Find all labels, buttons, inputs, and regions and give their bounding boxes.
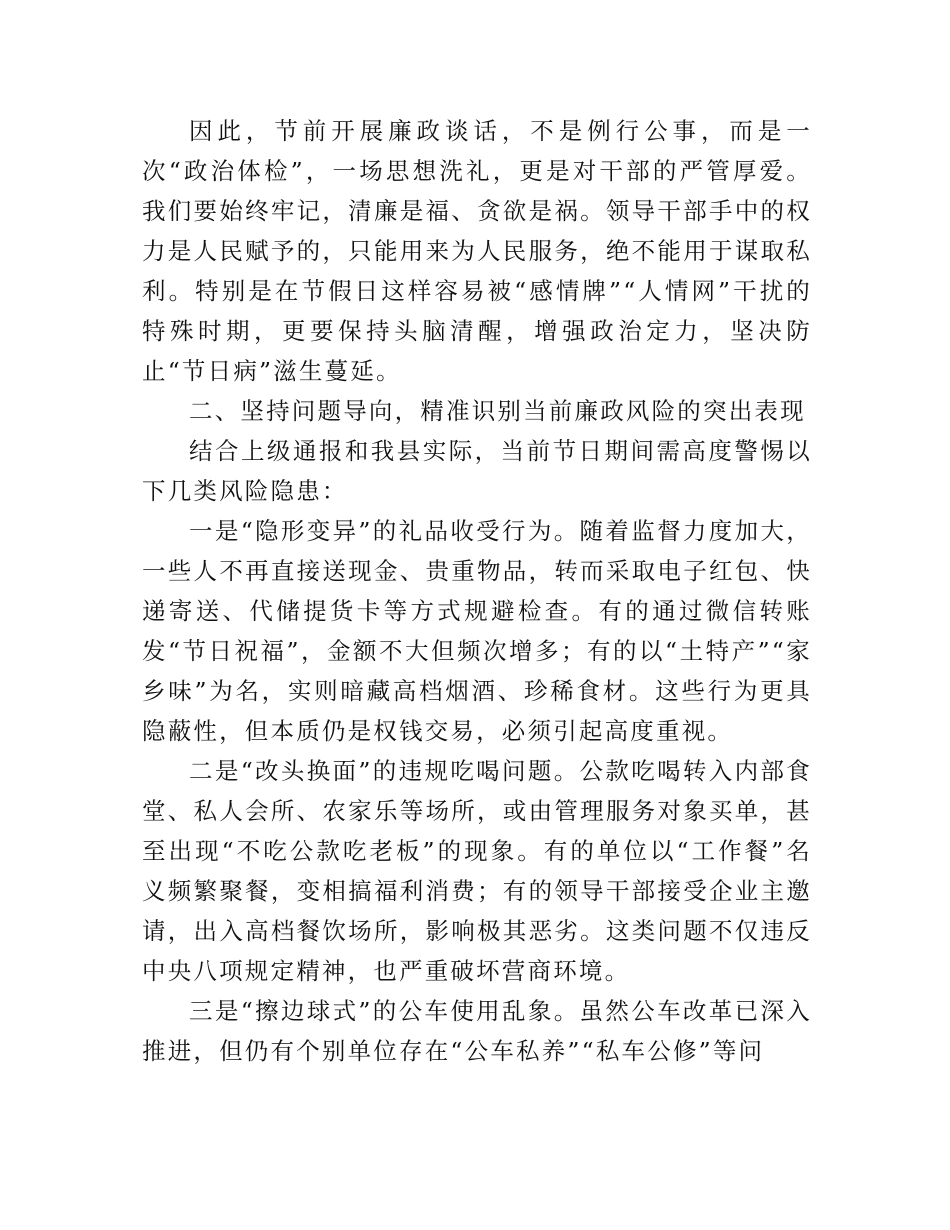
paragraph-risk-dining: 二是“改头换面”的违规吃喝问题。公款吃喝转入内部食堂、私人会所、农家乐等场所，或由管理服务对象买单，甚至出现“不吃公款吃老板”的现象。有的单位以“工作餐”名义频繁聚餐，变相搞福利消费；有的领导干部接受企业主邀请，出入高档餐饮场所，影响极其恶劣。这类问题不仅违反中央八项规定精神，也严重破坏营商环境。: [142, 757, 812, 985]
document-page: [142, 111, 812, 1071]
paragraph-risk-gifts: 一是“隐形变异”的礼品收受行为。随着监督力度加大，一些人不再直接送现金、贵重物品，转而采取电子红包、快递寄送、代储提货卡等方式规避检查。有的通过微信转账发“节日祝福”，金额不大但频次增多；有的以“土特产”“家乡味”为名，实则暗藏高档烟酒、珍稀食材。这些行为更具隐蔽性，但本质仍是权钱交易，必须引起高度重视。: [142, 517, 812, 745]
paragraph-risk-vehicles: 三是“擦边球式”的公车使用乱象。虽然公车改革已深入推进，但仍有个别单位存在“公车私养”“私车公修”等问: [142, 997, 812, 1065]
paragraph-risk-intro: 结合上级通报和我县实际，当前节日期间需高度警惕以下几类风险隐患：: [142, 437, 812, 505]
paragraph-political-checkup: 因此，节前开展廉政谈话，不是例行公事，而是一次“政治体检”，一场思想洗礼，更是对干部的严管厚爱。我们要始终牢记，清廉是福、贪欲是祸。领导干部手中的权力是人民赋予的，只能用来为人民服务，绝不能用于谋取私利。特别是在节假日这样容易被“感情牌”“人情网”干扰的特殊时期，更要保持头脑清醒，增强政治定力，坚决防止“节日病”滋生蔓延。: [142, 117, 812, 385]
section-heading-two: 二、坚持问题导向，精准识别当前廉政风险的突出表现: [189, 397, 806, 425]
